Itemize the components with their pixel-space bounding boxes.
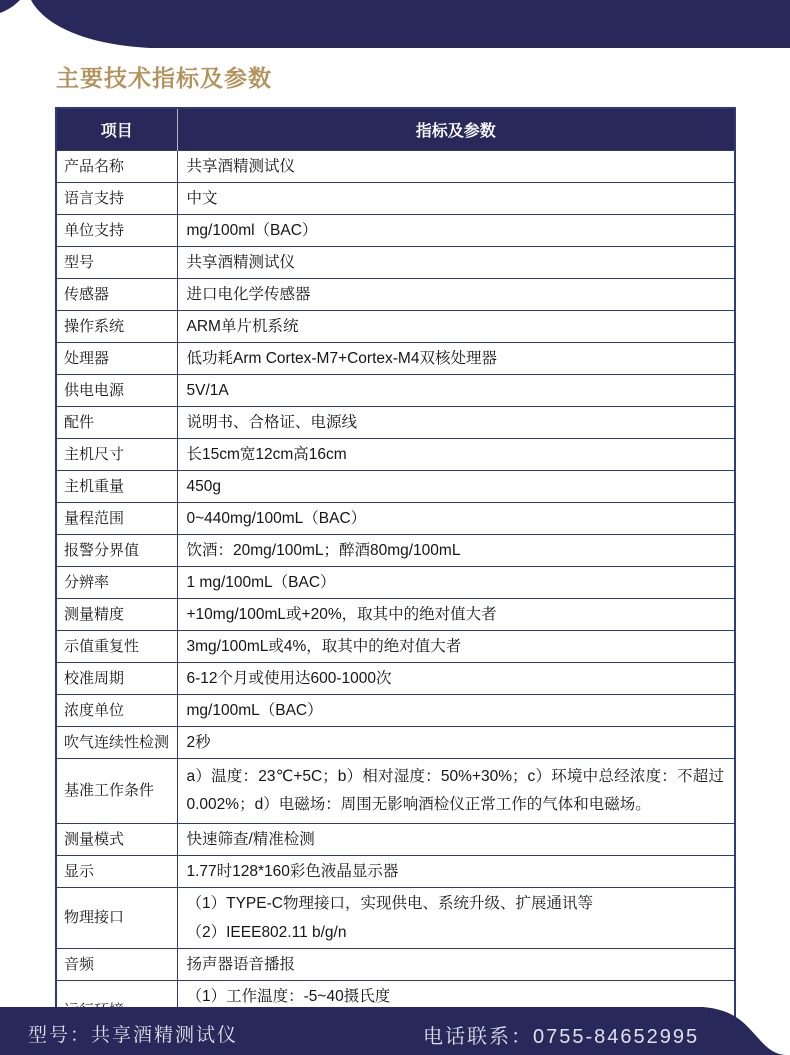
row-value [177,856,735,888]
row-label: 浓度单位 [56,695,177,727]
row-value [177,663,735,695]
table-row [56,343,735,375]
row-value [177,888,735,949]
row-label: 供电电源 [56,375,177,407]
table-row [56,183,735,215]
table-row [56,949,735,981]
row-value-line: 中文 [186,190,218,207]
table-row [56,695,735,727]
row-value-line: 说明书、合格证、电源线 [186,414,358,431]
row-label: 基准工作条件 [56,759,177,824]
table-row [56,759,735,824]
row-label: 显示 [56,856,177,888]
table-row [56,824,735,856]
table-row [56,279,735,311]
table-row [56,407,735,439]
row-value-line: +10mg/100mL或+20%，取其中的绝对值大者 [186,606,497,623]
table-row [56,888,735,949]
row-label: 音频 [56,949,177,981]
top-banner-shape [0,0,790,50]
table-row [56,471,735,503]
row-label: 主机重量 [56,471,177,503]
row-label: 型号 [56,247,177,279]
row-value-line: 0~440mg/100mL（BAC） [186,510,367,527]
row-value [177,759,735,824]
row-value-line: 低功耗Arm Cortex-M7+Cortex-M4双核处理器 [186,350,497,367]
page-title: 主要技术指标及参数 [56,65,272,91]
row-label: 单位支持 [56,215,177,247]
table-row [56,856,735,888]
row-value-line: a）温度：23℃+5C；b）相对湿度：50%+30%；c）环境中总经浓度：不超过0.002%；d）电磁场：周围无影响酒检仪正常工作的气体和电磁场。 [186,768,724,813]
row-value-line: 450g [186,478,221,495]
row-value-line: 扬声器语音播报 [186,956,296,973]
table-row [56,151,735,183]
row-value-line: 1 mg/100mL（BAC） [186,574,336,591]
row-label: 主机尺寸 [56,439,177,471]
row-value-line: 进口电化学传感器 [186,286,311,303]
row-value [177,407,735,439]
row-value [177,503,735,535]
table-row [56,215,735,247]
footer-phone-label: 电话联系：0755-84652995 [423,1026,700,1048]
table-row [56,247,735,279]
table-row [56,535,735,567]
row-value [177,599,735,631]
spec-table [55,107,736,1043]
row-label: 处理器 [56,343,177,375]
row-label: 产品名称 [56,151,177,183]
row-value [177,215,735,247]
row-value-line: 共享酒精测试仪 [186,254,296,271]
row-value [177,949,735,981]
footer-model-label: 型号：共享酒精测试仪 [28,1025,239,1046]
table-row [56,599,735,631]
row-value [177,535,735,567]
table-row [56,663,735,695]
row-value-line: （1）TYPE-C物理接口，实现供电、系统升级、扩展通讯等 [186,895,593,912]
row-value-line: 长15cm宽12cm高16cm [186,446,347,463]
row-label: 物理接口 [56,888,177,949]
table-row [56,631,735,663]
row-value-line: （1）工作温度：-5~40摄氏度 [186,988,391,1005]
table-row [56,311,735,343]
row-value-line: mg/100mL（BAC） [186,702,323,719]
row-label: 传感器 [56,279,177,311]
row-value-line: 2秒 [186,734,211,751]
row-label: 语言支持 [56,183,177,215]
row-label: 配件 [56,407,177,439]
table-row [56,503,735,535]
row-value [177,824,735,856]
header-item-column: 项目 [56,108,177,151]
row-value [177,375,735,407]
row-value [177,247,735,279]
row-value-line: 3mg/100mL或4%，取其中的绝对值大者 [186,638,462,655]
row-value-line: 共享酒精测试仪 [186,158,296,175]
table-row [56,567,735,599]
row-value [177,439,735,471]
row-value [177,567,735,599]
row-value-line: （2）IEEE802.11 b/g/n [186,924,347,941]
row-label: 示值重复性 [56,631,177,663]
row-value-line: 快速筛查/精准检测 [186,831,315,848]
row-label: 测量精度 [56,599,177,631]
row-label: 测量模式 [56,824,177,856]
row-value [177,343,735,375]
row-label: 操作系统 [56,311,177,343]
row-value-line: 1.77时128*160彩色液晶显示器 [186,863,399,880]
row-value [177,183,735,215]
row-label: 校准周期 [56,663,177,695]
row-value [177,311,735,343]
row-value-line: mg/100ml（BAC） [186,222,318,239]
table-row [56,727,735,759]
row-value [177,631,735,663]
row-value [177,279,735,311]
row-value [177,695,735,727]
table-header-row [56,108,735,151]
spec-table-body [56,151,735,1043]
row-label: 量程范围 [56,503,177,535]
row-value [177,727,735,759]
row-value [177,471,735,503]
table-row [56,439,735,471]
row-value-line: 6-12个月或使用达600-1000次 [186,670,392,687]
row-label: 吹气连续性检测 [56,727,177,759]
row-value-line: ARM单片机系统 [186,318,299,335]
table-row [56,375,735,407]
row-value-line: 5V/1A [186,382,229,399]
header-spec-column: 指标及参数 [177,108,735,151]
row-label: 分辨率 [56,567,177,599]
row-value [177,151,735,183]
row-label: 报警分界值 [56,535,177,567]
row-value-line: 饮酒：20mg/100mL；醉酒80mg/100mL [186,542,461,559]
